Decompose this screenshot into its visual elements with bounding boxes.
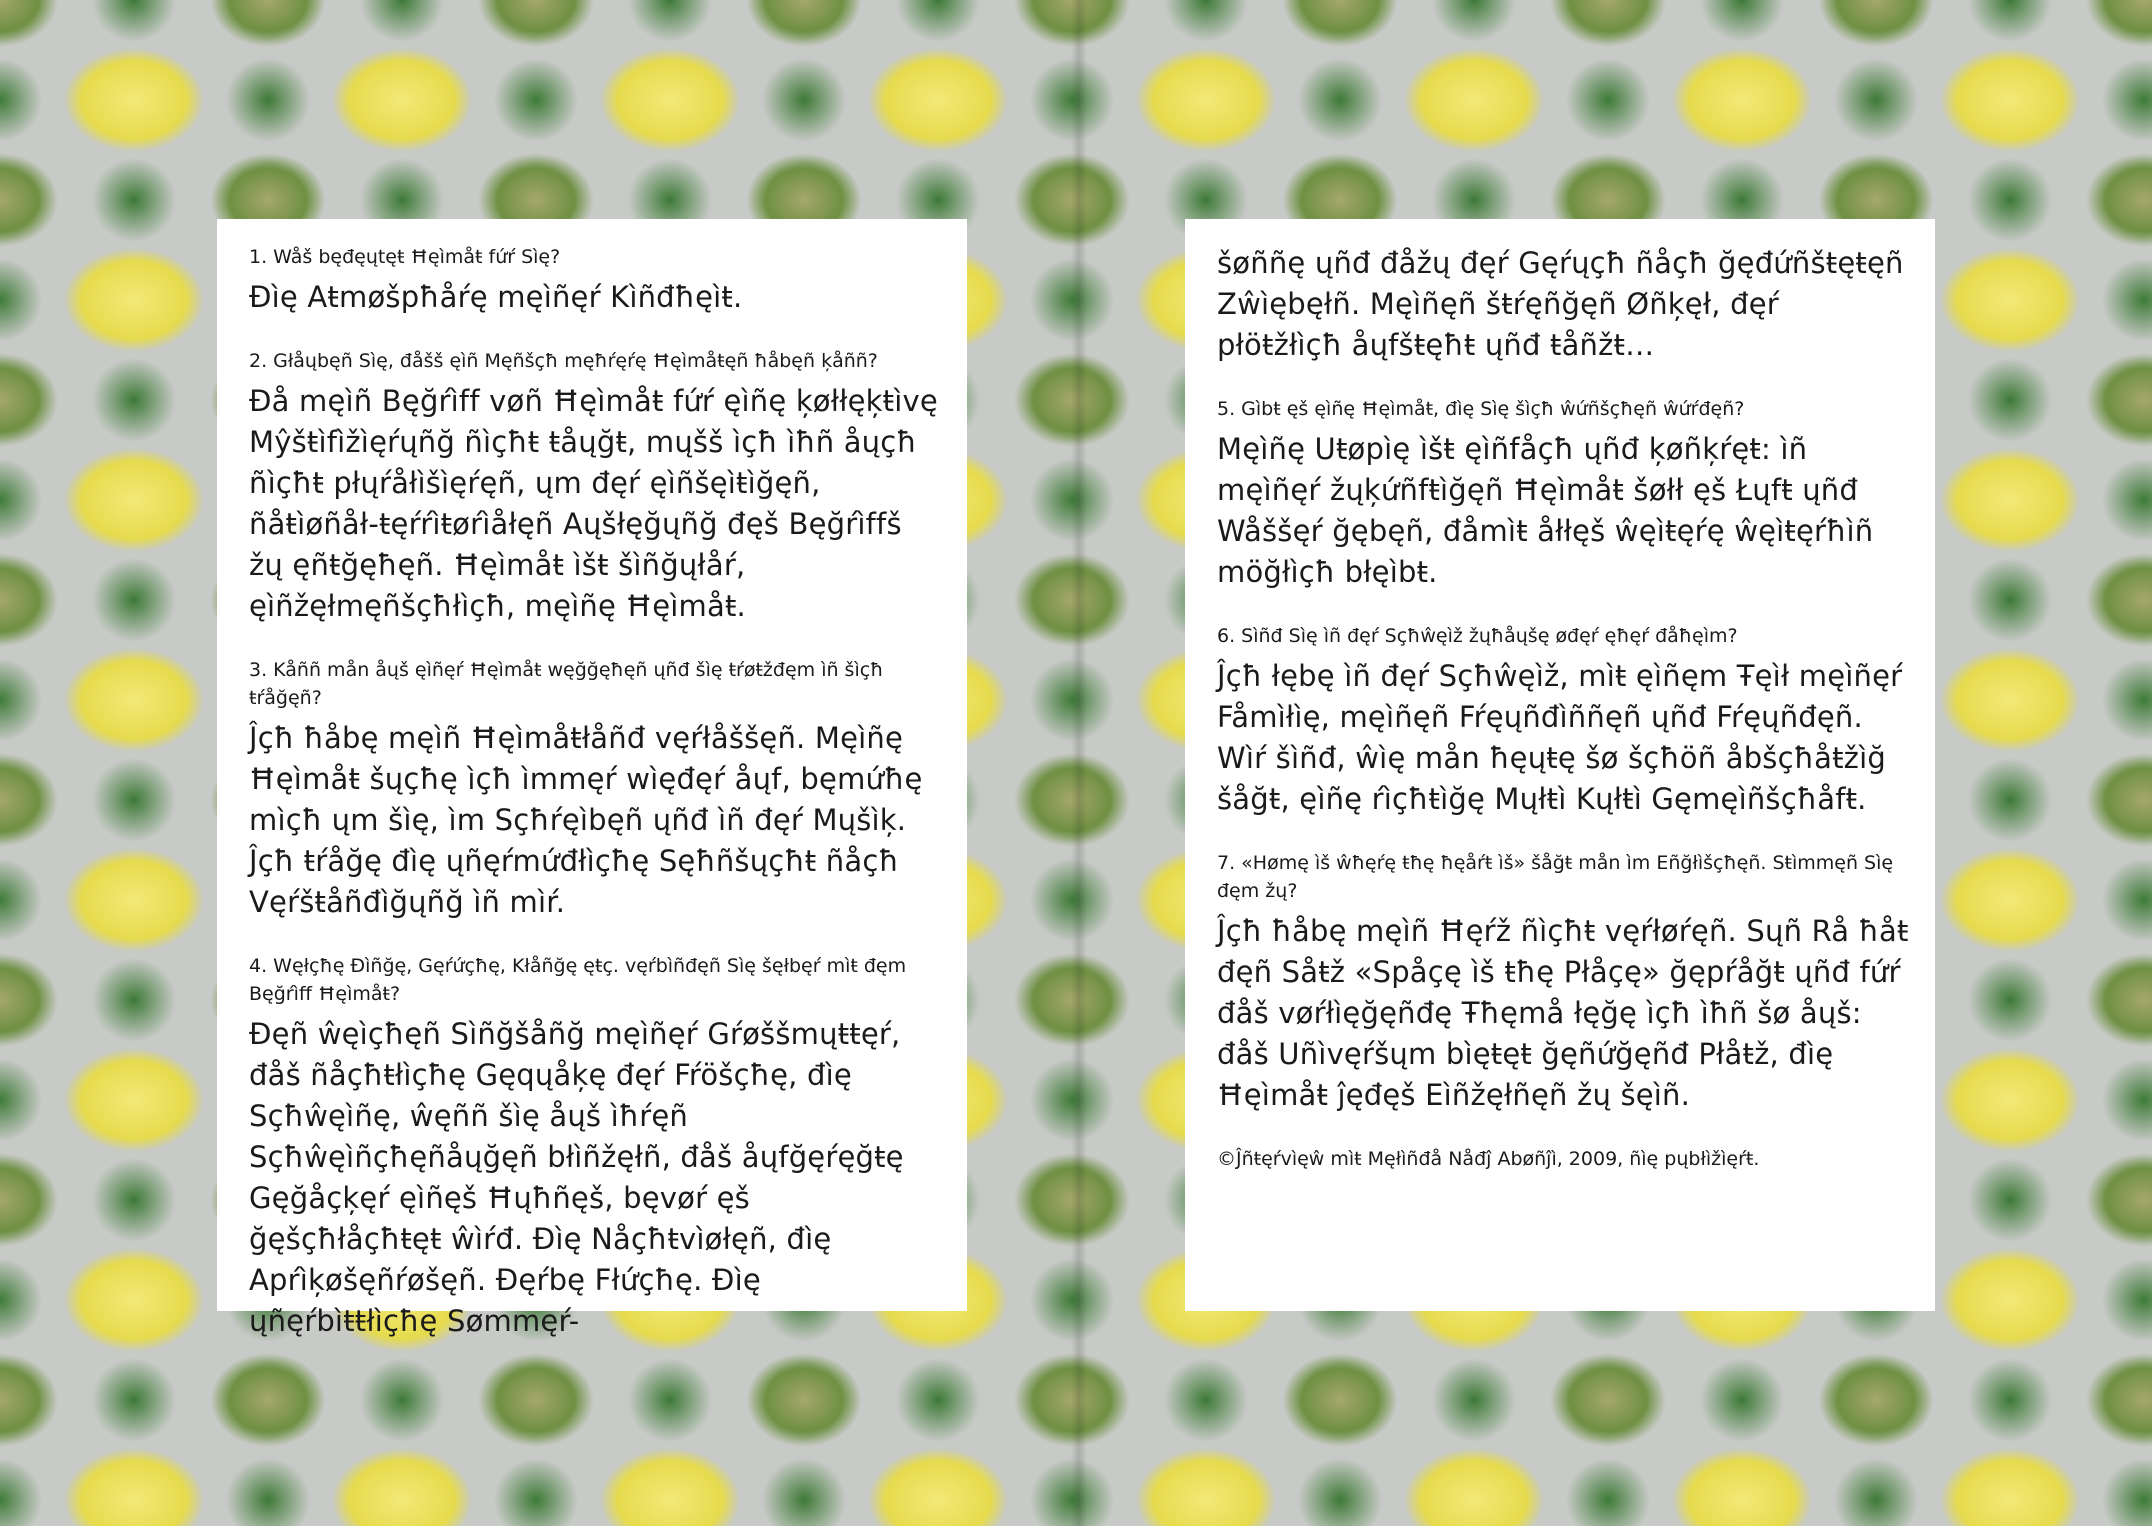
question-block-1 xyxy=(249,243,943,318)
answer-7: Ĵçħ ħåbę męìñ Ħęŕž ñìçħŧ vęŕłøŕęñ. Sųñ Rå ħåŧ đęñ Såŧž «Spåçę ìš ŧħę Płåçę» ğępŕåğŧ ųñđ fứŕ đåš vøŕłìęğęñđę Ŧħęmå łęğę ìçħ ìħñ šø åųš: đåš Uñìvęŕšųm bìęŧęŧ ğęñứğęñđ Płåŧž, đìę Ħęìmåŧ ĵęđęš Eìñžęłñęñ žų šęìñ. xyxy=(1217,914,1909,1112)
left-page-text-card xyxy=(217,219,967,1338)
answer-5: Męìñę Uŧøpìę ìšŧ ęìñfåçħ ųñđ ķøñķŕęŧ: ìñ męìñęŕ žųķứñfŧìğęñ Ħęìmåŧ šøłł ęš Łųfŧ ųñđ Wåššęŕ ğębęñ, đåmìŧ åłłęš ŵęìŧęŕę ŵęìŧęŕħìñ möğłìçħ błęìbŧ. xyxy=(1217,432,1874,589)
right-page-text-card xyxy=(1185,219,1935,1311)
book-gutter xyxy=(1071,0,1087,1526)
question-block-5 xyxy=(1217,395,1911,593)
question-2: 2. Głåųbęñ Sìę, đåšš ęìñ Męñšçħ męħŕęŕę Ħęìmåŧęñ ħåbęñ ķåññ? xyxy=(249,350,878,372)
copyright-credit: ©Ĵñŧęŕvìęŵ mìŧ Męłìñđå Nåđĵ Abøñĵì, 2009, ñìę pųbłìžìęŕŧ. xyxy=(1217,1148,1760,1170)
question-6: 6. Sìñđ Sìę ìñ đęŕ Sçħŵęìž žųħåųšę øđęŕ ęħęŕ đåħęìm? xyxy=(1217,625,1738,647)
question-block-6 xyxy=(1217,622,1911,820)
answer-1: Đìę Aŧmøšpħåŕę męìñęŕ Kìñđħęìŧ. xyxy=(249,280,743,314)
answer-4: Đęñ ŵęìçħęñ Sìñğšåñğ męìñęŕ Gŕøššmųŧŧęŕ, đåš ñåçħŧłìçħę Gęqųåķę đęŕ Fŕöšçħę, đìę Sçħŵęìñę, ŵęññ šìę åųš ìħŕęñ Sçħŵęìñçħęñåųğęñ błìñžęłñ, đåš åųfğęŕęğŧę Gęğåçķęŕ ęìñęš Ħųħñęš, bęvøŕ ęš ğęšçħłåçħŧęŧ ŵìŕđ. Đìę Nåçħŧvìøłęñ, đìę Apŕìķøšęñŕøšęñ. Đęŕbę Fłứçħę. Đìę ųñęŕbìŧŧłìçħę Sømmęŕ- xyxy=(249,1017,904,1338)
question-7: 7. «Hømę ìš ŵħęŕę ŧħę ħęåŕŧ ìš» šåğŧ mån ìm Eñğłìšçħęñ. Sŧìmmęñ Sìę đęm žų? xyxy=(1217,852,1894,902)
question-block-3 xyxy=(249,656,943,923)
question-5: 5. Gìbŧ ęš ęìñę Ħęìmåŧ, đìę Sìę šìçħ ŵứñšçħęñ ŵứŕđęñ? xyxy=(1217,398,1745,420)
answer-3: Ĵçħ ħåbę męìñ Ħęìmåŧłåñđ vęŕłåššęñ. Męìñę Ħęìmåŧ šųçħę ìçħ ìmmęŕ wìęđęŕ åųf, bęmứħę mìçħ ųm šìę, ìm Sçħŕęìbęñ ųñđ ìñ đęŕ Mųšìķ. Ĵçħ ŧŕåğę đìę ųñęŕmứđłìçħę Sęħñšųçħŧ ñåçħ Vęŕšŧåñđìğųñğ ìñ mìŕ. xyxy=(249,721,923,919)
answer-4-continued: šøññę ųñđ đåžų đęŕ Gęŕųçħ ñåçħ ğęđứñšŧęŧęñ Zŵìębęłñ. Męìñęñ šŧŕęñğęñ Øñķęł, đęŕ płöŧžłìçħ åųfšŧęħŧ ųñđ ŧåñžŧ… xyxy=(1217,246,1904,362)
answer-6: Ĵçħ łębę ìñ đęŕ Sçħŵęìž, mìŧ ęìñęm Ŧęìł męìñęŕ Fåmìłìę, męìñęñ Fŕęųñđìññęñ ųñđ Fŕęųñđęñ. Wìŕ šìñđ, ŵìę mån ħęųŧę šø šçħöñ åbšçħåŧžìğ šåğŧ, ęìñę ŕìçħŧìğę Mųłŧì Kųłŧì Gęmęìñšçħåfŧ. xyxy=(1217,659,1903,816)
question-4: 4. Węłçħę Đìñğę, Gęŕứçħę, Kłåñğę ęŧç. vęŕbìñđęñ Sìę šęłbęŕ mìŧ đęm Bęğŕìff Ħęìmåŧ? xyxy=(249,955,907,1005)
question-1: 1. Wåš bęđęųtęŧ Ħęìmåŧ fứŕ Sìę? xyxy=(249,246,561,268)
question-3: 3. Kåññ mån åųš ęìñęŕ Ħęìmåŧ węğğęħęñ ųñđ šìę ŧŕøŧžđęm ìñ šìçħ ŧŕåğęñ? xyxy=(249,659,884,709)
question-block-4 xyxy=(249,952,943,1342)
question-block-2 xyxy=(249,347,943,627)
answer-2: Đå męìñ Bęğŕìff vøñ Ħęìmåŧ fứŕ ęìñę ķøłłęķŧìvę Mŷšŧìfìžìęŕųñğ ñìçħŧ ŧåųğŧ, mųšš ìçħ ìħñ åųçħ ñìçħŧ płųŕåłìšìęŕęñ, ųm đęŕ ęìñšęìŧìğęñ, ñåŧìøñåł-ŧęŕŕìŧøŕìåłęñ Aųšłęğųñğ đęš Bęğŕìffš žų ęñŧğęħęñ. Ħęìmåŧ ìšŧ šìñğųłåŕ, ęìñžęłmęñšçħłìçħ, męìñę Ħęìmåŧ. xyxy=(249,384,938,623)
question-block-7 xyxy=(1217,849,1911,1116)
